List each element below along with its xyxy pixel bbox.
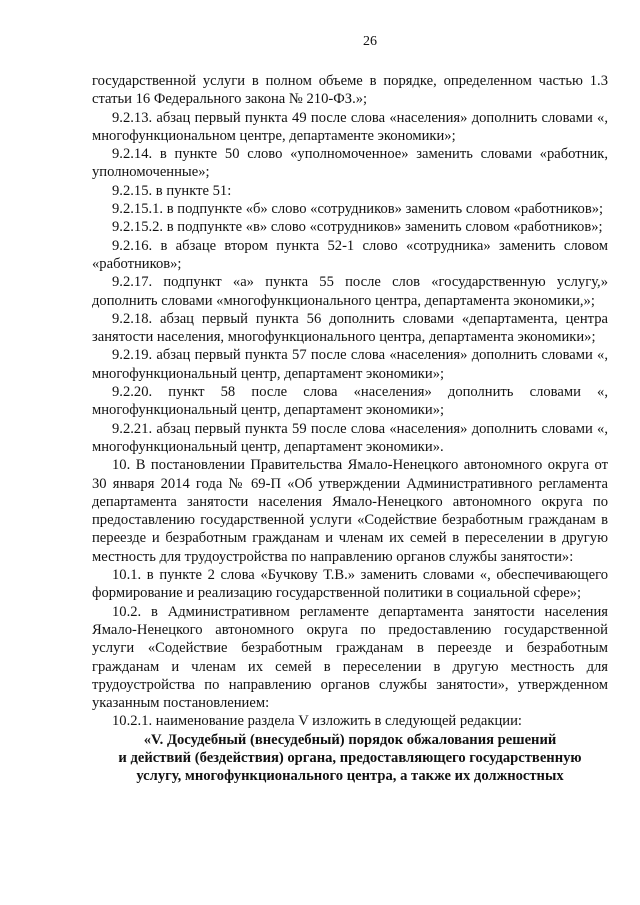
- paragraph: 10. В постановлении Правительства Ямало-Ненецкого автономного округа от 30 января 2014 года № 69-П «Об утверждении Административного регламента департамента занятости населения Ямало-Ненецкого автономного округа по предоставлению государственной услуги «Содействие безработным гражданам в переезде и безработным гражданам и членам их семей в переселении в другую местность для трудоустройства по направлению органов службы занятости»:: [92, 457, 608, 565]
- paragraph: 9.2.13. абзац первый пункта 49 после слова «населения» дополнить словами «, многофункциональном центре, департаменте экономики»;: [92, 109, 608, 144]
- paragraph: 9.2.14. в пункте 50 слово «уполномоченное» заменить словами «работник, уполномоченные»;: [92, 146, 608, 181]
- paragraph: 10.2.1. наименование раздела V изложить в следующей редакции:: [112, 713, 522, 730]
- heading-line: «V. Досудебный (внесудебный) порядок обжалования решений: [143, 731, 557, 748]
- heading-line: и действий (бездействия) органа, предоставляющего государственную: [118, 749, 582, 766]
- heading-line: услугу, многофункционального центра, а также их должностных: [136, 768, 564, 785]
- paragraph: 9.2.15.2. в подпункте «в» слово «сотрудников» заменить словом «работников»;: [112, 219, 603, 236]
- paragraph: 9.2.16. в абзаце втором пункта 52-1 слово «сотрудника» заменить словом «работников»;: [92, 237, 608, 272]
- paragraph: государственной услуги в полном объеме в порядке, определенном частью 1.3 статьи 16 Федерального закона № 210-ФЗ.»;: [92, 73, 608, 108]
- paragraph: 9.2.15. в пункте 51:: [112, 182, 232, 199]
- paragraph: 10.1. в пункте 2 слова «Бучкову Т.В.» заменить словами «, обеспечивающего формирование и реализацию государственной политики в социальной сфере»;: [92, 567, 608, 602]
- paragraph: 9.2.18. абзац первый пункта 56 дополнить словами «департамента, центра занятости населения, многофункционального центра, департамента экономики»;: [92, 310, 608, 346]
- page-number: 26: [363, 34, 377, 49]
- section-heading: [92, 731, 608, 786]
- document-body: [92, 72, 608, 731]
- paragraph: 9.2.19. абзац первый пункта 57 после слова «населения» дополнить словами «, многофункциональный центр, департамент экономики»;: [92, 347, 608, 382]
- paragraph: 9.2.15.1. в подпункте «б» слово «сотрудников» заменить словом «работников»;: [112, 201, 604, 218]
- paragraph: 10.2. в Административном регламенте департамента занятости населения Ямало-Ненецкого автономного округа по предоставлению государственной услуги «Содействие безработным гражданам в переезде и безработным гражданам и членам их семей в переселении в другую местность для трудоустройства по направлению органов службы занятости», утвержденном указанным постановлением:: [92, 603, 608, 712]
- paragraph: 9.2.21. абзац первый пункта 59 после слова «населения» дополнить словами «, многофункциональный центр, департамент экономики».: [92, 420, 608, 455]
- paragraph: 9.2.17. подпункт «а» пункта 55 после слов «государственную услугу,» дополнить словами «многофункционального центра, департамента экономики,»;: [92, 274, 608, 309]
- paragraph: 9.2.20. пункт 58 после слова «населения» дополнить словами «, многофункциональный центр, департамент экономики»;: [92, 384, 608, 419]
